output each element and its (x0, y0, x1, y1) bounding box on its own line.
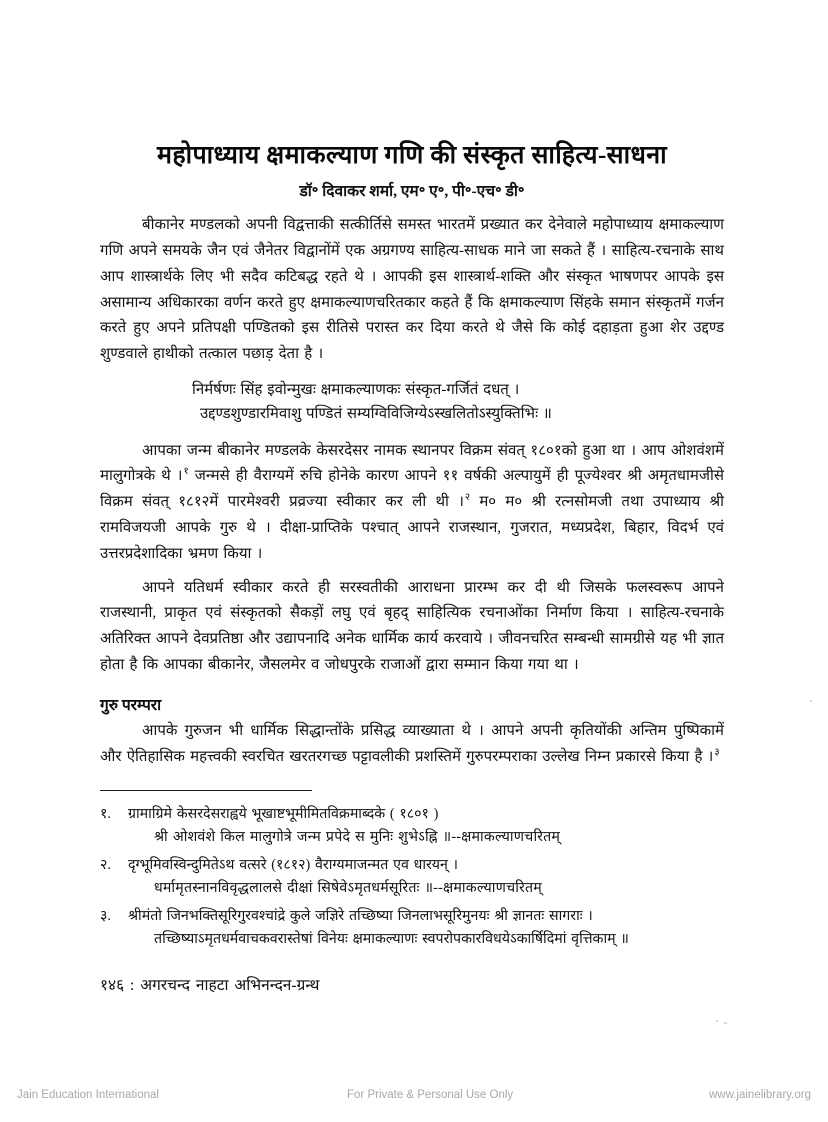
footnote-body (128, 854, 724, 900)
paragraph-birth-part-b: जन्मसे ही वैराग्यमें रुचि होनेके कारण आपने ११ वर्षकी अल्पायुमें ही पूज्येश्वर श्री अमृतधामजीसे विक्रम संवत् १८१२में पारमेश्वरी प्रव्रज्या स्वीकार कर ली थी । (100, 468, 724, 511)
paragraph-guru-text: आपके गुरुजन भी धार्मिक सिद्धान्तोंके प्रसिद्ध व्याख्याता थे । आपने अपनी कृतियोंकी अन्तिम पुष्पिकामें और ऐतिहासिक महत्त्वकी स्वरचित खरतरगच्छ पट्टावलीकी प्रशस्तिमें गुरुपरम्पराका उल्लेख निम्न प्रकारसे किया है । (100, 722, 724, 765)
paragraph-works: आपने यतिधर्म स्वीकार करते ही सरस्वतीकी आराधना प्रारम्भ कर दी थी जिसके फलस्वरूप आपने राजस्थानी, प्राकृत एवं संस्कृतको सैकड़ों लघु एवं बृहद् साहित्यिक रचनाओंका निर्माण किया । साहित्य-रचनाके अतिरिक्त आपने देवप्रतिष्ठा और उद्यापनादि अनेक धार्मिक कार्य करवाये । जीवनचरित सम्बन्धी सामग्रीसे यह भी ज्ञात होता है कि आपका बीकानेर, जैसलमेर व जोधपुरके राजाओं द्वारा सम्मान किया गया था । (100, 579, 724, 673)
paragraph-intro: बीकानेर मण्डलको अपनी विद्वत्ताकी सत्कीर्तिसे समस्त भारतमें प्रख्यात कर देनेवाले महोपाध्याय क्षमाकल्याण गणि अपने समयके जैन एवं जैनेतर विद्वानोंमें एक अग्रगण्य साहित्य-साधक माने जा सकते हैं । साहित्य-रचनाके साथ आप शास्त्रार्थके लिए भी सदैव कटिबद्ध रहते थे । आपकी इस शास्त्रार्थ-शक्ति और संस्कृत भाषणपर आपके इस असामान्य अधिकारका वर्णन करते हुए क्षमाकल्याणचरितकार कहते हैं कि क्षमाकल्याण सिंहके समान संस्कृतमें गर्जन करते हुए अपने प्रतिपक्षी पण्डितको इस रीतिसे परास्त कर दिया करते थे जैसे कि कोई दहाड़ता हुआ शेर उद्दण्ड शुण्डवाले हाथीको तत्काल पछाड़ देता है । (100, 217, 724, 363)
text-column (100, 140, 724, 995)
author-byline: डॉ॰ दिवाकर शर्मा, एम॰ ए॰, पी॰-एच॰ डी॰ (299, 183, 525, 201)
footnote-line: धर्मामृतस्नानविवृद्धलालसे दीक्षां सिषेवेऽमृतधर्मसूरितः ॥--क्षमाकल्याणचरितम् (154, 880, 542, 897)
footnote-marker-3: ३ (714, 746, 720, 758)
verse-line-1: निर्मर्षणः सिंह इवोन्मुखः क्षमाकल्याणकः संस्कृत-गर्जितं दधत् । (192, 382, 520, 399)
footnote-line: तच्छिष्याऽमृतधर्मवाचकवरास्तेषां विनेयः क्षमाकल्याणः स्वपरोपकारविधयेऽकार्षिदिमां वृत्तिकाम् ॥ (154, 931, 629, 948)
footnote-item (100, 803, 724, 849)
footer-website-link[interactable]: www.jainelibrary.org (708, 1089, 811, 1101)
paragraph-birth-part-a: आपका जन्म बीकानेर मण्डलके केसरदेसर नामक स्थानपर विक्रम संवत् १८०१को हुआ था । आप ओशवंशमें मालुगोत्रके थे । (100, 442, 724, 485)
scan-speck (716, 1020, 718, 1022)
footnote-body (128, 803, 724, 849)
page-title: महोपाध्याय क्षमाकल्याण गणि की संस्कृत साहित्य-साधना (156, 142, 667, 169)
section-heading-guru-parampara: गुरु परम्परा (100, 696, 162, 714)
footnote-item (100, 854, 724, 900)
footnote-list (100, 803, 724, 951)
footnote-line: ग्रामाग्रिमे केसरदेसराह्वये भूखाष्टभूमीमितविक्रमाब्दके ( १८०१ ) (128, 806, 439, 823)
footer-usage-notice: For Private & Personal Use Only (347, 1089, 514, 1101)
footnote-marker-1: १ (183, 466, 189, 478)
footnote-line: श्रीमंतो जिनभक्तिसूरिगुरवश्चांद्रे कुले जज्ञिरे तच्छिष्या जिनलाभसूरिमुनयः श्री ज्ञानतः सागराः । (128, 908, 593, 925)
scan-speck (724, 1022, 727, 1024)
library-footer (0, 1076, 828, 1122)
footnote-body (128, 905, 724, 951)
footnote-divider (100, 790, 312, 791)
footnote-marker-2: २ (464, 492, 471, 504)
footnote-line: दृग्भूमिवस्विन्दुमितेऽथ वत्सरे (१८१२) वैराग्यमाजन्मत एव धारयन् । (128, 857, 459, 874)
footnote-number: ३. (100, 908, 111, 925)
sanskrit-verse (100, 378, 724, 427)
verse-line-2: उद्दण्डशुण्डारमिवाशु पण्डितं सम्यग्विविजिग्येऽस्खलितोऽस्युक्तिभिः ॥ (200, 406, 552, 423)
paragraph-birth (100, 439, 724, 568)
scan-speck (810, 700, 812, 702)
footnote-line: श्री ओशवंशे किल मालुगोत्रे जन्म प्रपेदे स मुनिः शुभेऽह्नि ॥--क्षमाकल्याणचरितम् (154, 829, 561, 846)
page-footer-label: १४६ : अगरचन्द नाहटा अभिनन्दन-ग्रन्थ (100, 977, 320, 995)
footnote-number: १. (100, 806, 111, 823)
footnote-item (100, 905, 724, 951)
footnote-number: २. (100, 857, 111, 874)
paragraph-birth-part-c: म० म० श्री रत्नसोमजी तथा उपाध्याय श्री रामविजयजी आपके गुरु थे । दीक्षा-प्राप्तिके पश्चात् आपने राजस्थान, गुजरात, मध्यप्रदेश, बिहार, विदर्भ एवं उत्तरप्रदेशादिका भ्रमण किया । (100, 494, 724, 562)
footer-organization: Jain Education International (17, 1089, 159, 1101)
paragraph-guru (100, 719, 724, 771)
